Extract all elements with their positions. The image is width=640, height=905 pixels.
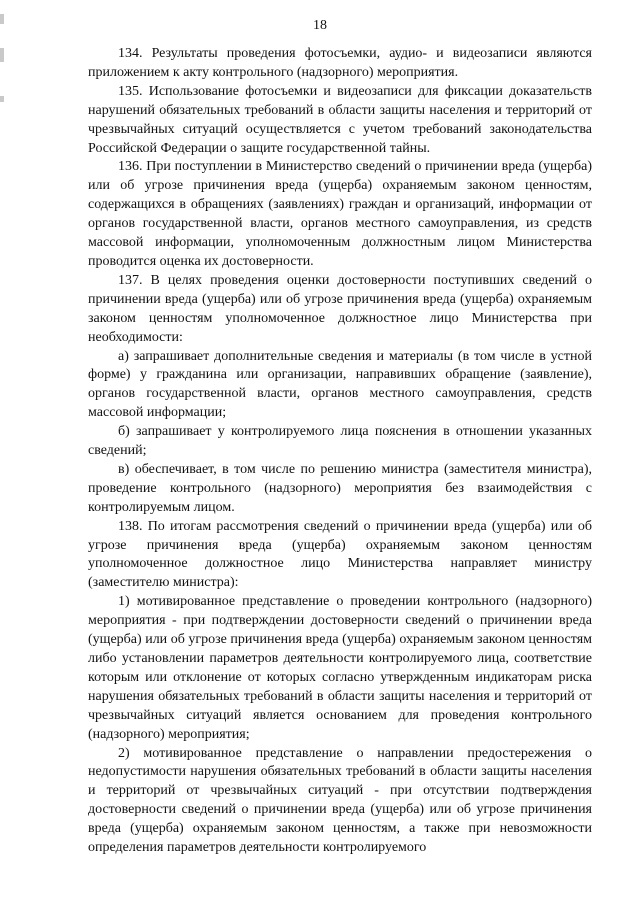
paragraph-137-v: в) обеспечивает, в том числе по решению министра (заместителя министра), проведение контрольного (надзорного) мероприятия без взаимодействия с контролируемым лицом. (88, 461, 592, 515)
paragraph-134: 134. Результаты проведения фотосъемки, аудио- и видеозаписи являются приложением к акту контрольного (надзорного) мероприятия. (88, 46, 592, 80)
paragraph-135: 135. Использование фотосъемки и видеозаписи для фиксации доказательств нарушений обязательных требований в области защиты населения и территорий от чрезвычайных ситуаций осуществляется с учетом требований законодательства Российской Федерации о защите государственной тайны. (88, 83, 592, 156)
paragraph-137-b: б) запрашивает у контролируемого лица пояснения в отношении указанных сведений; (88, 424, 592, 459)
paragraph-138-2: 2) мотивированное представление о направлении предостережения о недопустимости нарушения обязательных требований в области защиты населения и территорий от чрезвычайных ситуаций - при отсутствии подтверждения достоверности сведений о причинении вреда (ущерба) или об угрозе причинения вреда (ущерба) охраняемым законом ценностям, а также при невозможности определения параметров деятельности контролируемого (88, 745, 592, 856)
paragraph-138: 138. По итогам рассмотрения сведений о причинении вреда (ущерба) или об угрозе причинения вреда (ущерба) охраняемым законом ценностям уполномоченное должностное лицо Министерства направляет министру (заместителю министра): (88, 518, 592, 591)
paragraph-137: 137. В целях проведения оценки достоверности поступивших сведений о причинении вреда (ущерба) или об угрозе причинения вреда (ущерба) охраняемым законом ценностям уполномоченное должностное лицо Министерства при необходимости: (88, 272, 592, 345)
page-number: 18 (313, 18, 327, 33)
scan-edge-mark (0, 48, 4, 62)
paragraph-137-a: а) запрашивает дополнительные сведения и материалы (в том числе в устной форме) у гражданина или организации, направивших обращение (заявление), органов государственной власти, органов местного самоуправления, средств массовой информации; (88, 348, 592, 421)
paragraph-136: 136. При поступлении в Министерство сведений о причинении вреда (ущерба) или об угрозе причинения вреда (ущерба) охраняемым законом ценностям, содержащихся в обращениях (заявлениях) граждан и организаций, информации от органов государственной власти, органов местного самоуправления, из средств массовой информации, уполномоченным должностным лицом Министерства проводится оценка их достоверности. (88, 159, 592, 269)
paragraph-138-1: 1) мотивированное представление о проведении контрольного (надзорного) мероприятия - при подтверждении достоверности сведений о причинении вреда (ущерба) или об угрозе причинения вреда (ущерба) охраняемым законом ценностям либо установлении параметров деятельности контролируемого лица, соответствие которым или отклонение от которых согласно утвержденным индикаторам риска нарушения обязательных требований в области защиты населения и территорий от чрезвычайных ситуаций является основанием для проведения контрольного (надзорного) мероприятия; (88, 594, 592, 742)
scan-edge-mark (0, 96, 4, 102)
document-body (88, 45, 592, 858)
